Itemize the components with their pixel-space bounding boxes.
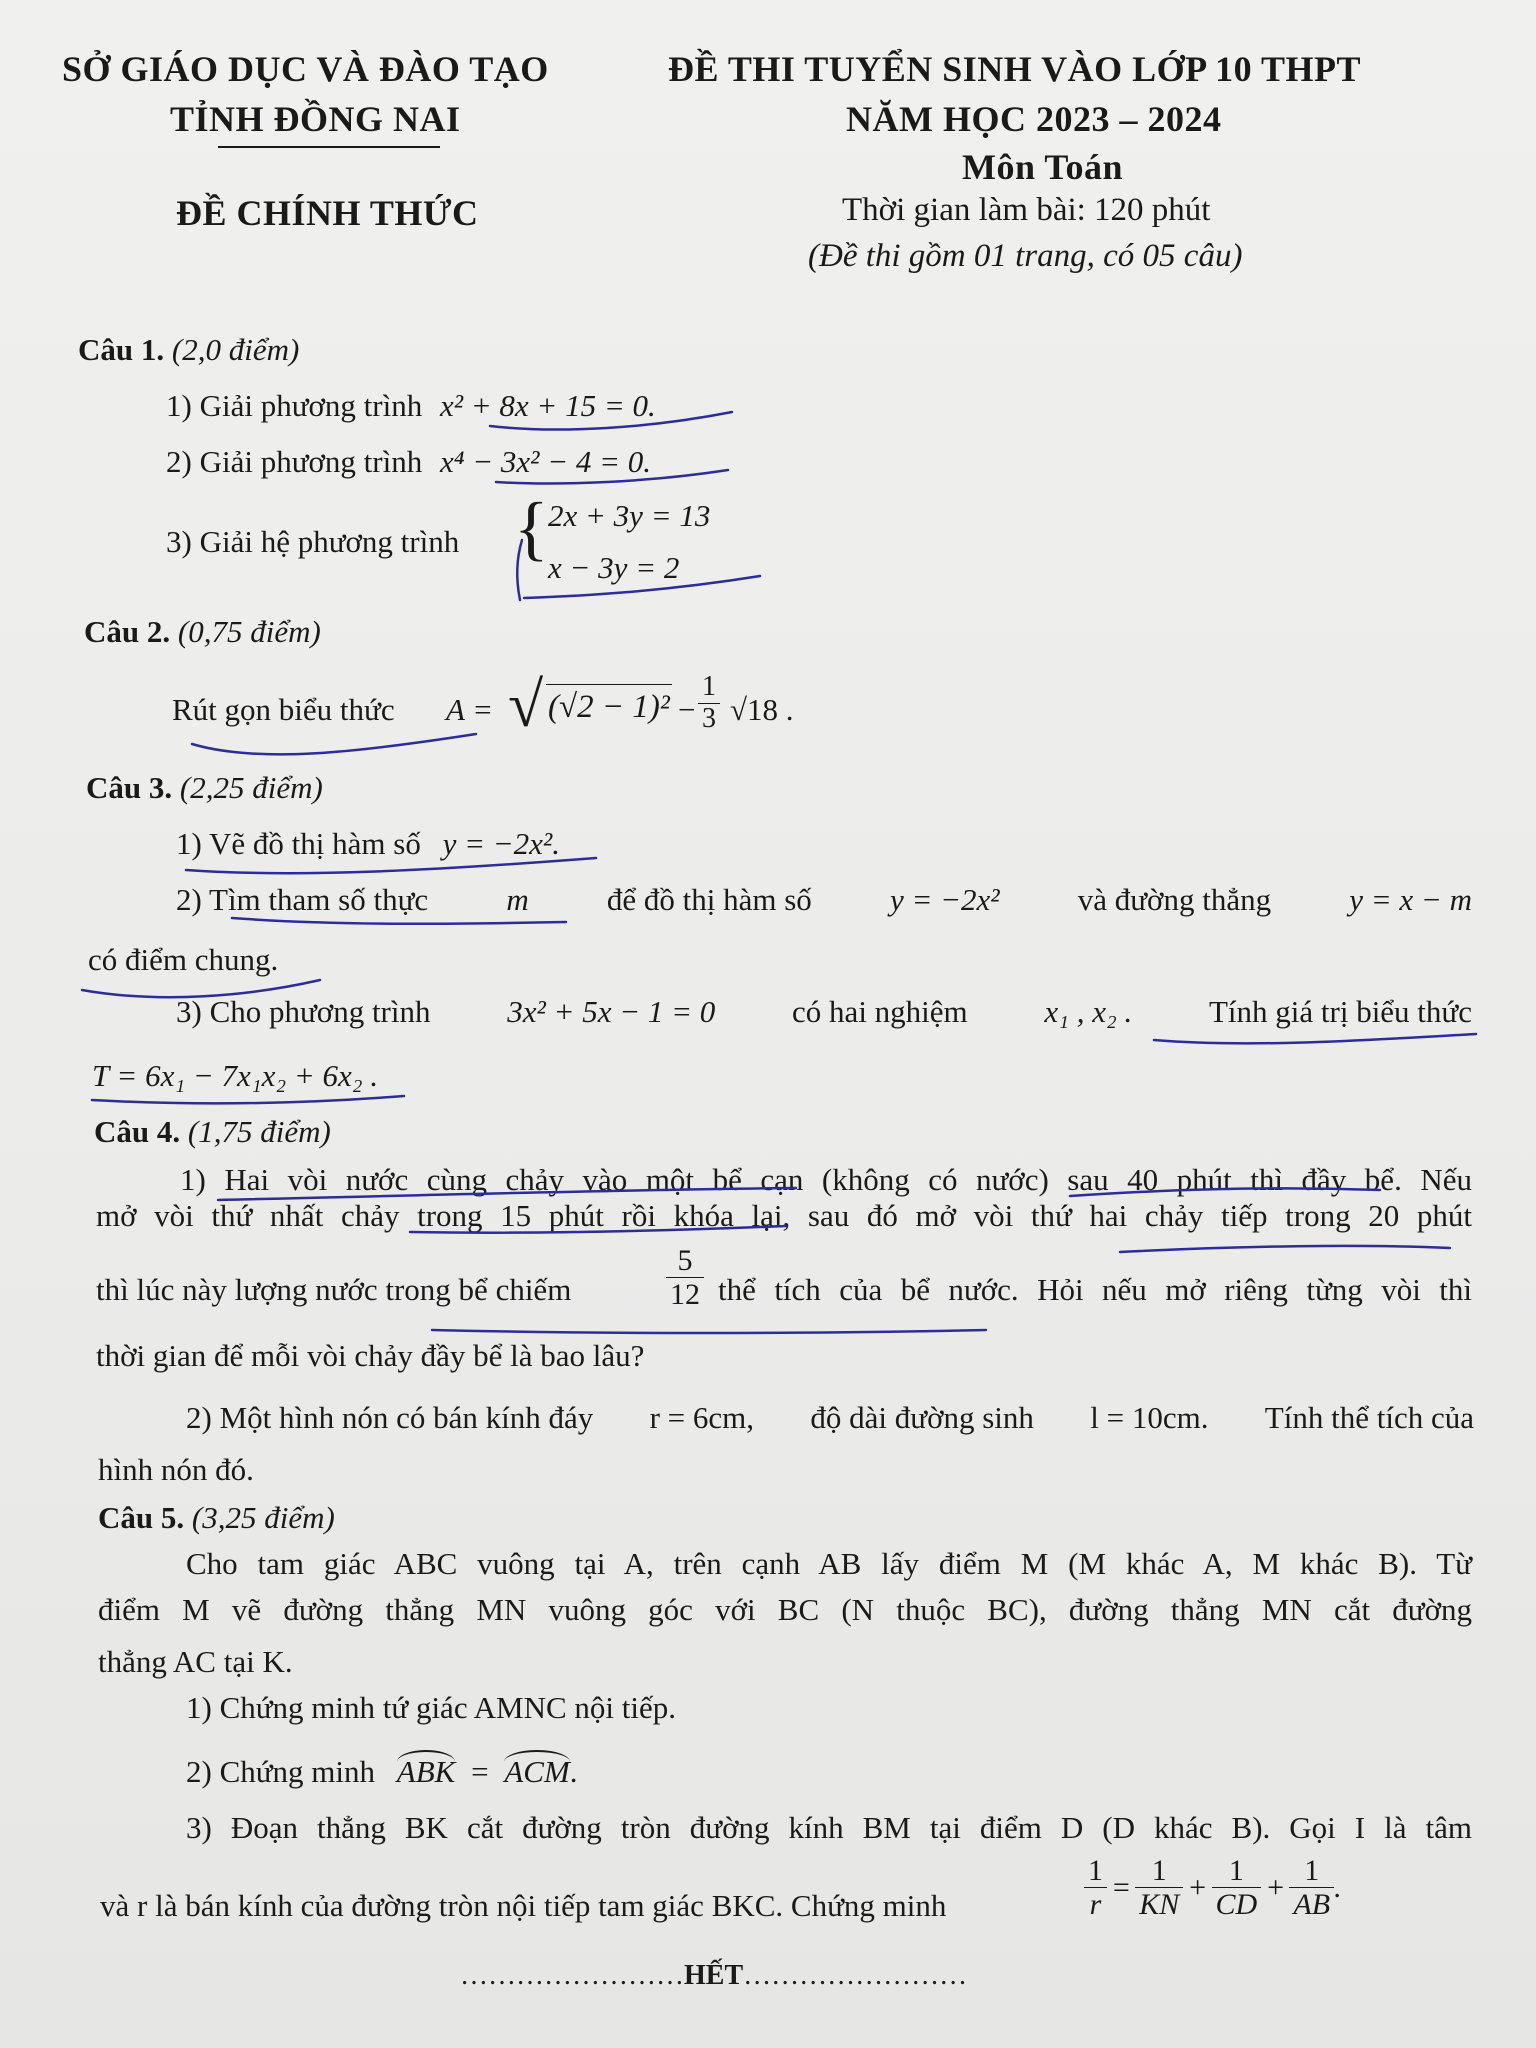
q3-part3-line1 — [176, 994, 1472, 1030]
q5-part3-line1: 3) Đoạn thẳng BK cắt đường tròn đường kính BM tại điểm D (D khác B). Gọi I là tâm — [186, 1810, 1472, 1845]
q5-angle-abk: ABK — [397, 1750, 456, 1790]
q1-part3-text: 3) Giải hệ phương trình — [166, 524, 460, 559]
q2-frac-num: 1 — [698, 672, 720, 704]
q5-title: Câu 5. — [98, 1500, 185, 1535]
q1-title: Câu 1. — [78, 332, 165, 367]
q1-part2-text: 2) Giải phương trình — [166, 444, 423, 479]
q2-expr-inner: (√2 − 1)² — [546, 684, 672, 726]
q5-part2-text: 2) Chứng minh — [186, 1754, 376, 1789]
q5-f3-num: 1 — [1289, 1854, 1334, 1888]
q3-part2-text-d: có điểm chung. — [88, 942, 279, 977]
q4-heading — [94, 1114, 331, 1150]
footer-dots-left: …………………… — [460, 1960, 684, 1991]
q1-system-eq2: x − 3y = 2 — [548, 550, 680, 585]
q3-part2-f2: y = x − m — [1349, 882, 1472, 917]
q4-fraction — [666, 1244, 704, 1311]
q3-part3-text-b: có hai nghiệm — [792, 994, 968, 1029]
q1-points: (2,0 điểm) — [171, 332, 300, 367]
q2-expr-tail: √18 . — [730, 692, 794, 727]
q5-intro-line1: Cho tam giác ABC vuông tại A, trên cạnh AB lấy điểm M (M khác A, M khác B). Từ — [186, 1546, 1472, 1581]
header-page-note: (Đề thi gồm 01 trang, có 05 câu) — [808, 238, 1243, 274]
q2-points: (0,75 điểm) — [177, 614, 321, 649]
q4-part2-text-c: Tính thể tích của — [1264, 1400, 1474, 1435]
q2-text: Rút gọn biểu thức — [172, 692, 395, 727]
system-brace-icon: { — [514, 488, 549, 568]
footer-dots-right: …………………… — [743, 1960, 968, 1991]
header-underline — [218, 146, 440, 148]
q5-f2-den: CD — [1215, 1888, 1258, 1921]
header-exam-title: ĐỀ THI TUYỂN SINH VÀO LỚP 10 THPT — [668, 49, 1362, 89]
q4-part2-l: l = 10cm. — [1090, 1400, 1209, 1435]
header-department: SỞ GIÁO DỤC VÀ ĐÀO TẠO — [62, 49, 549, 89]
pen-underline-q3-T — [92, 1096, 404, 1103]
q5-f1-num: 1 — [1135, 1854, 1183, 1888]
q5-angle-acm: ACM — [504, 1750, 569, 1790]
q4-part2-text-b: độ dài đường sinh — [810, 1400, 1034, 1435]
q3-part2-text-b: để đồ thị hàm số — [606, 882, 812, 917]
q2-fraction — [698, 672, 720, 735]
q5-f0-num: 1 — [1084, 1854, 1107, 1888]
q4-part2-line1 — [186, 1400, 1474, 1436]
q4-part2-r: r = 6cm, — [649, 1400, 755, 1435]
header-province: TỈNH ĐỒNG NAI — [170, 99, 461, 139]
q4-title: Câu 4. — [94, 1114, 181, 1149]
q3-part3-T: T = 6x₁ − 7x₁x₂ + 6x₂ . — [92, 1058, 379, 1093]
q5-part3-line2: và r là bán kính của đường tròn nội tiếp tam giác BKC. Chứng minh — [100, 1888, 947, 1923]
sqrt-radical-icon: √ — [508, 669, 544, 740]
q4-frac-num: 5 — [666, 1244, 704, 1278]
q3-part3-text-a: 3) Cho phương trình — [176, 994, 431, 1029]
q3-title: Câu 3. — [86, 770, 173, 805]
pen-underline-q4-line3 — [432, 1330, 986, 1333]
q3-points: (2,25 điểm) — [179, 770, 323, 805]
q3-part1-function: y = −2x². — [442, 826, 560, 861]
q2-expr-lhs: A = — [446, 692, 494, 727]
header-duration: Thời gian làm bài: 120 phút — [842, 192, 1211, 228]
q4-part1-line1: 1) Hai vòi nước cùng chảy vào một bể cạn (không có nước) sau 40 phút thì đầy bể. Nếu — [180, 1162, 1472, 1197]
footer-end-label: HẾT — [684, 1960, 744, 1991]
q4-points: (1,75 điểm) — [187, 1114, 331, 1149]
q1-heading — [78, 332, 299, 368]
q4-part1-line4: thời gian để mỗi vòi chảy đầy bể là bao lâu? — [96, 1338, 645, 1373]
q3-part1 — [176, 826, 560, 862]
q5-formula: $\frac{1}{r}$ = $\frac{1}{KN}$ + $\frac{1}{CD}$ + $\frac{1}{AB}$ . — [1084, 1854, 1342, 1921]
q5-f0-den: r — [1089, 1888, 1102, 1921]
q2-title: Câu 2. — [84, 614, 171, 649]
q5-points: (3,25 điểm) — [191, 1500, 335, 1535]
q1-part1-equation: x² + 8x + 15 = 0. — [439, 388, 656, 423]
q2-expr-minus: − — [676, 692, 697, 727]
q5-f2-num: 1 — [1212, 1854, 1262, 1888]
header-subject: Môn Toán — [962, 147, 1124, 187]
q3-part3-text-c: Tính giá trị biểu thức — [1208, 994, 1472, 1029]
q3-part3-equation: 3x² + 5x − 1 = 0 — [507, 994, 716, 1029]
q4-part1-line2: mở vòi thứ nhất chảy trong 15 phút rồi khóa lại, sau đó mở vòi thứ hai chảy tiếp trong 20 phút — [96, 1198, 1472, 1233]
q5-part2-eq: = — [471, 1754, 489, 1789]
pen-underline-q2 — [192, 734, 476, 754]
q4-part2-line2: hình nón đó. — [98, 1452, 254, 1487]
q5-part2 — [186, 1750, 578, 1790]
footer-end — [460, 1960, 967, 1992]
header-school-year: NĂM HỌC 2023 – 2024 — [846, 99, 1222, 139]
q4-part2-text-a: 2) Một hình nón có bán kính đáy — [186, 1400, 594, 1435]
q3-part2-text-c: và đường thẳng — [1077, 882, 1272, 917]
q3-part1-text: 1) Vẽ đồ thị hàm số — [176, 826, 421, 861]
header-official: ĐỀ CHÍNH THỨC — [176, 193, 479, 233]
q3-part3-roots: x₁ , x₂ . — [1044, 994, 1133, 1029]
q1-part1 — [166, 388, 656, 424]
q5-f3-den: AB — [1293, 1888, 1331, 1921]
q3-part2-f1: y = −2x² — [889, 882, 1000, 917]
q5-heading — [98, 1500, 335, 1536]
q3-part2-line1 — [176, 882, 1472, 918]
q1-part2 — [166, 444, 651, 480]
pen-underline-q3-part3 — [1154, 1034, 1476, 1043]
q4-frac-den: 12 — [670, 1278, 700, 1311]
q1-part1-text: 1) Giải phương trình — [166, 388, 423, 423]
q1-part2-equation: x⁴ − 3x² − 4 = 0. — [439, 444, 652, 479]
q3-heading — [86, 770, 323, 806]
q4-part1-line3a: thì lúc này lượng nước trong bể chiếm — [96, 1272, 572, 1307]
q2-frac-den: 3 — [702, 702, 716, 734]
pen-underline-q3-part2 — [232, 918, 566, 924]
q5-intro-line3: thẳng AC tại K. — [98, 1644, 293, 1679]
q1-system-eq1: 2x + 3y = 13 — [548, 498, 711, 533]
q5-part1: 1) Chứng minh tứ giác AMNC nội tiếp. — [186, 1690, 676, 1725]
pen-underline-q4-line2b — [1120, 1246, 1450, 1252]
q2-heading — [84, 614, 321, 650]
q5-part2-dot: . — [569, 1754, 578, 1789]
q5-f1-den: KN — [1139, 1888, 1180, 1921]
q3-part2-param: m — [506, 882, 529, 917]
q5-intro-line2: điểm M vẽ đường thẳng MN vuông góc với BC (N thuộc BC), đường thẳng MN cắt đường — [98, 1592, 1472, 1627]
q4-part1-line3b: thể tích của bể nước. Hỏi nếu mở riêng từng vòi thì — [718, 1272, 1472, 1307]
q3-part2-text-a: 2) Tìm tham số thực — [176, 882, 429, 917]
